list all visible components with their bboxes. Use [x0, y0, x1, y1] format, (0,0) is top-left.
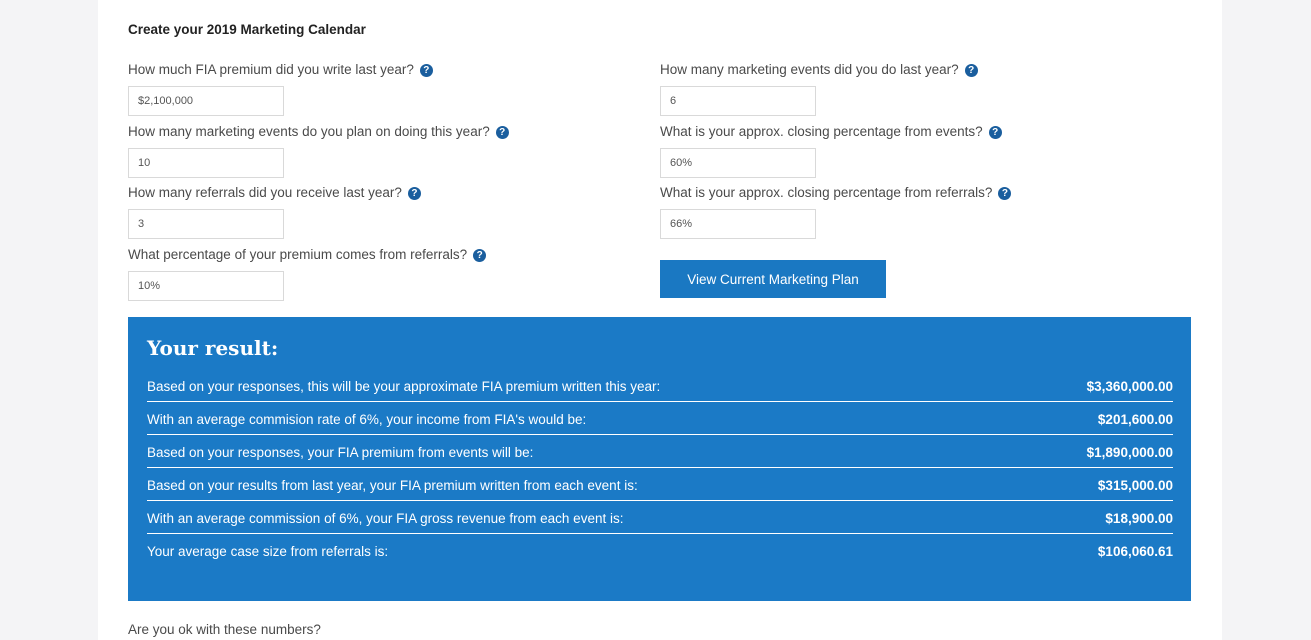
referrals-closing-input[interactable]: 66%	[660, 209, 816, 239]
calculator-page	[98, 0, 1222, 640]
referrals-closing-percentage-field	[660, 183, 1140, 239]
result-value: $1,890,000.00	[1086, 444, 1173, 460]
help-icon[interactable]: ?	[965, 64, 978, 77]
fia-premium-last-year-field	[128, 60, 608, 116]
result-label: Based on your results from last year, your FIA premium written from each event is:	[147, 477, 638, 493]
view-marketing-plan-button[interactable]: View Current Marketing Plan	[660, 260, 886, 298]
help-icon[interactable]: ?	[496, 126, 509, 139]
result-label: With an average commision rate of 6%, your income from FIA's would be:	[147, 411, 587, 427]
result-value: $3,360,000.00	[1086, 378, 1173, 394]
referrals-last-year-field	[128, 183, 608, 239]
events-closing-input[interactable]: 60%	[660, 148, 816, 178]
referral-premium-percentage-field	[128, 245, 608, 301]
help-icon[interactable]: ?	[998, 187, 1011, 200]
result-label: Based on your responses, your FIA premium from events will be:	[147, 444, 534, 460]
fia-premium-input[interactable]: $2,100,000	[128, 86, 284, 116]
referrals-input[interactable]: 3	[128, 209, 284, 239]
result-panel	[128, 317, 1191, 601]
result-row	[147, 468, 1173, 501]
field-label: What is your approx. closing percentage from events?	[660, 124, 983, 139]
help-icon[interactable]: ?	[408, 187, 421, 200]
result-title: Your result:	[147, 336, 279, 360]
field-label: How many marketing events did you do last year?	[660, 62, 959, 77]
result-value: $315,000.00	[1097, 477, 1173, 493]
help-icon[interactable]: ?	[420, 64, 433, 77]
field-label: How many referrals did you receive last year?	[128, 185, 402, 200]
result-label: With an average commission of 6%, your FIA gross revenue from each event is:	[147, 510, 624, 526]
result-label: Your average case size from referrals is:	[147, 544, 389, 559]
result-row	[147, 534, 1173, 567]
help-icon[interactable]: ?	[989, 126, 1002, 139]
result-row	[147, 402, 1173, 435]
events-last-year-input[interactable]: 6	[660, 86, 816, 116]
result-row	[147, 501, 1173, 534]
page-title: Create your 2019 Marketing Calendar	[128, 22, 366, 37]
events-planned-field	[128, 122, 608, 178]
field-label: What percentage of your premium comes from referrals?	[128, 247, 468, 262]
events-closing-percentage-field	[660, 122, 1140, 178]
result-row	[147, 435, 1173, 468]
field-label: What is your approx. closing percentage from referrals?	[660, 185, 993, 200]
field-label: How many marketing events do you plan on doing this year?	[128, 124, 490, 139]
result-value: $18,900.00	[1105, 510, 1173, 526]
result-value: $201,600.00	[1097, 411, 1173, 427]
result-label: Based on your responses, this will be your approximate FIA premium written this year:	[147, 378, 661, 394]
events-planned-input[interactable]: 10	[128, 148, 284, 178]
confirmation-question: Are you ok with these numbers?	[128, 622, 321, 637]
result-value: $106,060.61	[1097, 544, 1173, 559]
help-icon[interactable]: ?	[473, 249, 486, 262]
result-row	[147, 369, 1173, 402]
field-label: How much FIA premium did you write last year?	[128, 62, 414, 77]
referral-percentage-input[interactable]: 10%	[128, 271, 284, 301]
events-last-year-field	[660, 60, 1140, 116]
